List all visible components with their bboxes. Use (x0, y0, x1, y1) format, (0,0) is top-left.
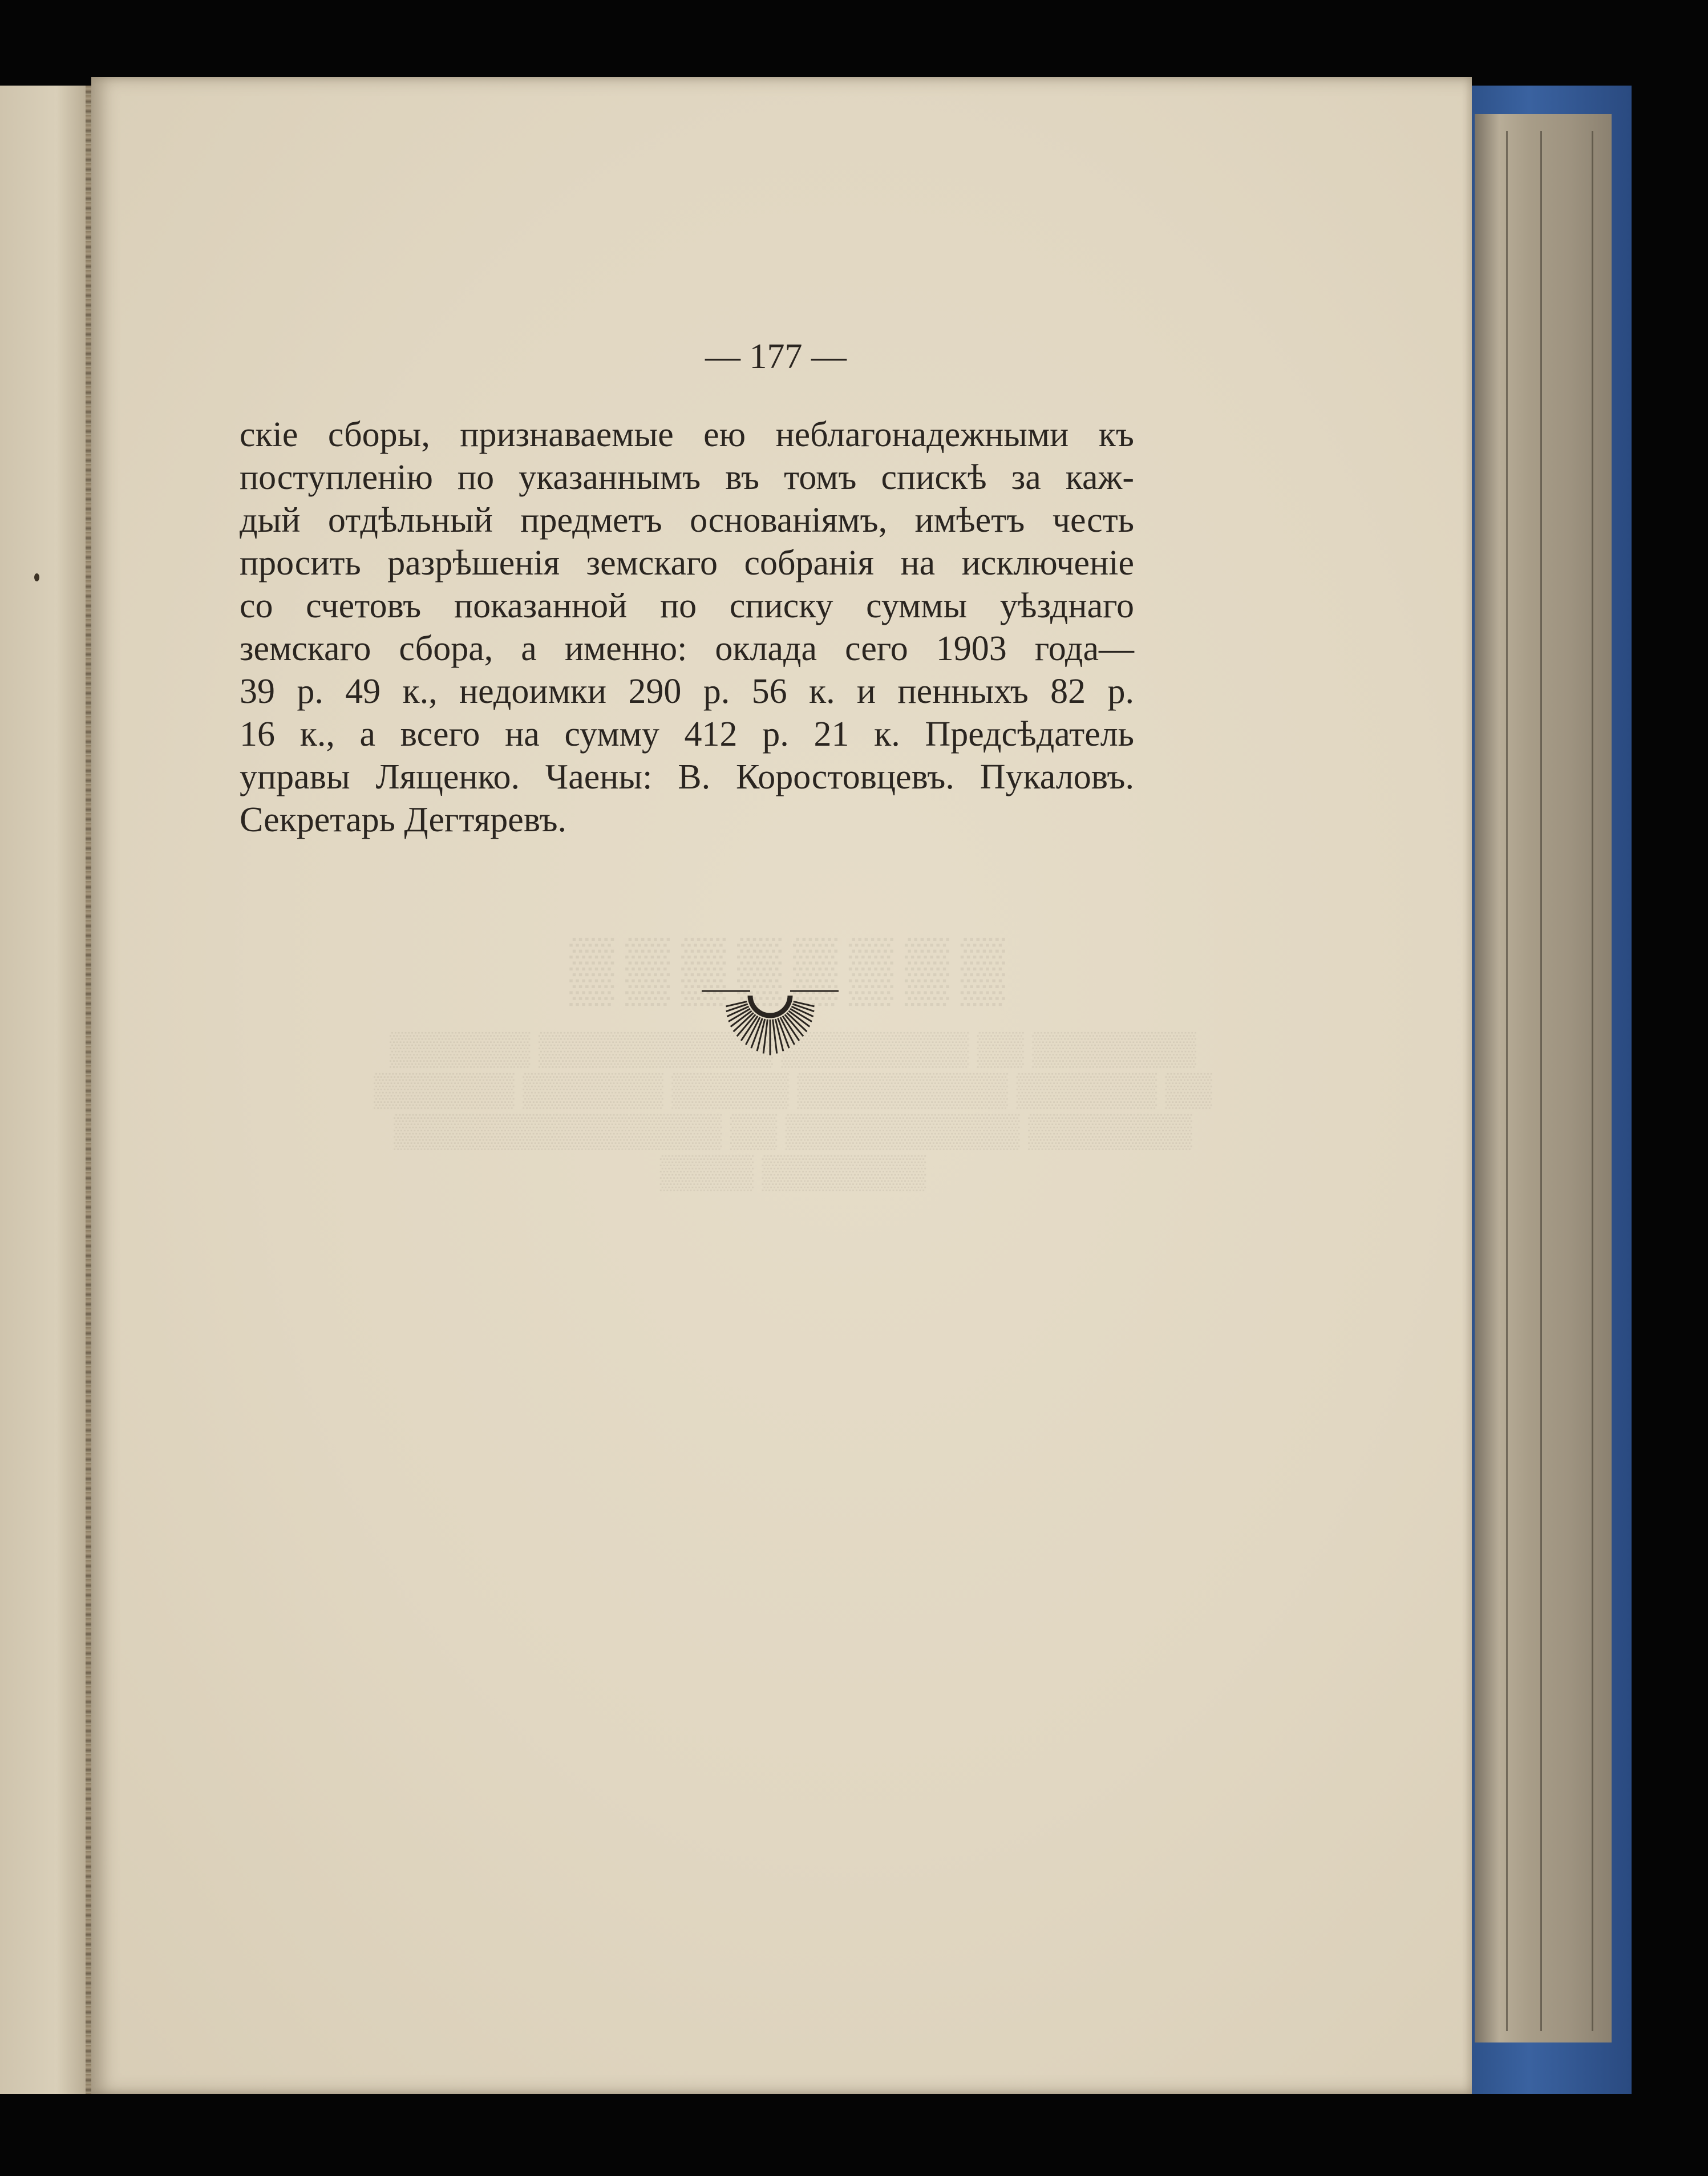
body-line: просить разрѣшенія земскаго собранія на исключеніе (240, 544, 1134, 583)
body-line: управы Лященко. Чаены: В. Коростовцевъ. Пукаловъ. (240, 758, 1134, 796)
body-line: Секретарь Дегтяревъ. (240, 800, 567, 839)
left-facing-page (0, 86, 94, 2094)
book-page (91, 77, 1472, 2094)
body-line: со счетовъ показанной по списку суммы уѣзднаго (240, 587, 1134, 625)
page-number: — 177 — (705, 337, 847, 376)
sunburst-ornament-icon (696, 984, 844, 1058)
body-line: поступленію по указаннымъ въ томъ спискѣ за каж- (240, 458, 1134, 497)
body-line: 39 р. 49 к., недоимки 290 р. 56 к. и пенныхъ 82 р. (240, 672, 1134, 711)
page-stack-line (1592, 131, 1593, 2031)
page-stack-line (1540, 131, 1542, 2031)
body-line: земскаго сбора, а именно: оклада сего 1903 года— (240, 629, 1134, 668)
body-line: 16 к., а всего на сумму 412 р. 21 к. Предсѣдатель (240, 715, 1134, 754)
show-through-texture: ▒▒▒▒▒▒▒▒ ▒▒▒▒▒▒ ▒▒▒▒▒▒▒▒▒▒ ▒▒▒▒▒▒▒▒ ▒▒ ▒▒▒▒▒▒▒ ▒▒▒▒▒▒ ▒▒▒▒▒▒ ▒▒▒▒▒ ▒▒▒▒▒▒▒▒▒ ▒▒▒▒▒▒ ▒▒ ▒▒▒▒▒▒▒▒▒▒▒▒▒▒ ▒▒ ▒▒▒▒▒▒▒▒▒▒ ▒▒▒▒▒▒▒ ▒▒▒▒ ▒▒▒▒▒▒▒ (374, 934, 1212, 1190)
page-stack (1475, 114, 1612, 2042)
paper-speck (34, 573, 39, 581)
page-stack-line (1506, 131, 1508, 2031)
body-line: дый отдѣльный предметъ основаніямъ, имѣетъ честь (240, 501, 1134, 540)
body-line: скіе сборы, признаваемые ею неблагонадежными къ (240, 415, 1134, 454)
body-text (240, 414, 1134, 842)
